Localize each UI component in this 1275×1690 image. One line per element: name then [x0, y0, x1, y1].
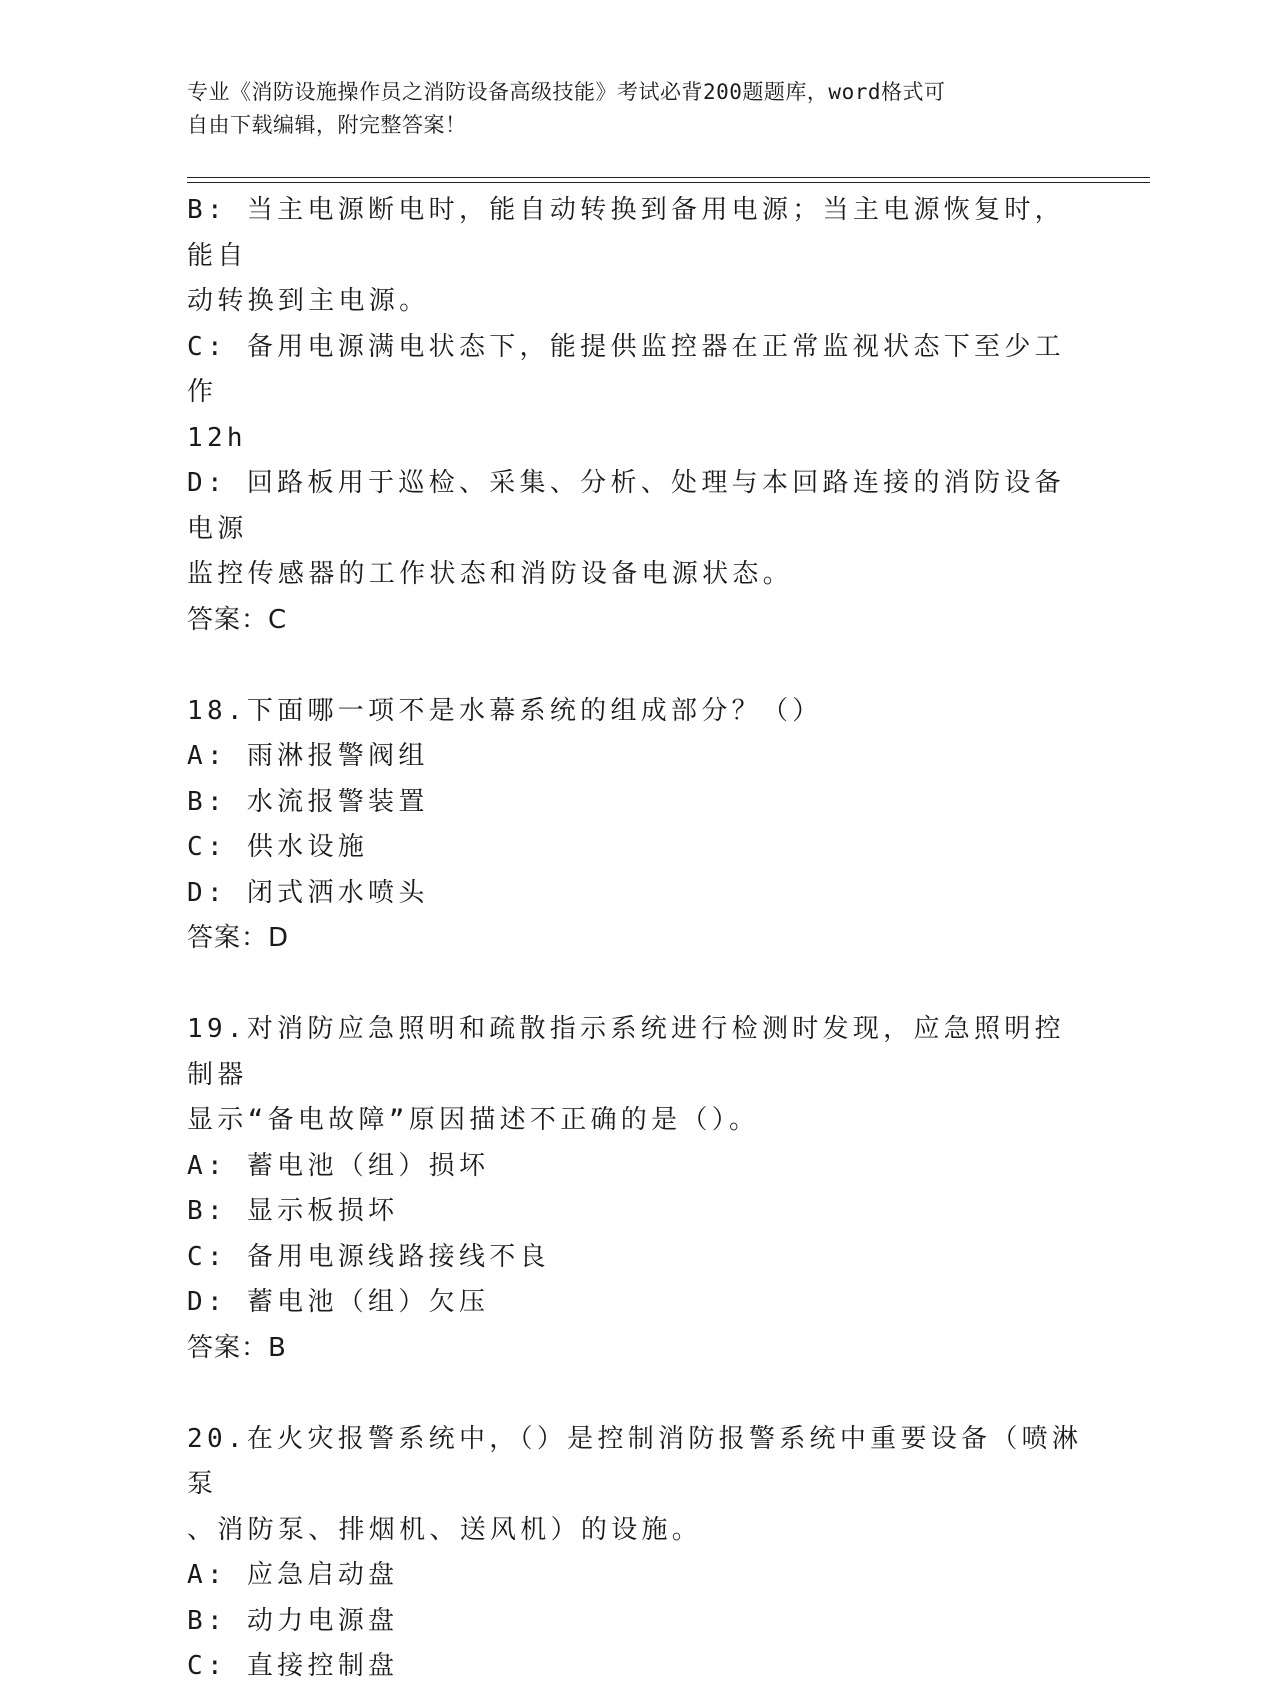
q20-option-a: A: 应急启动盘	[187, 1560, 399, 1590]
q17-option-b-line-1: B: 当主电源断电时，能自动转换到备用电源；当主电源恢复时，能自	[187, 195, 1065, 271]
q20-question-line-2: 、消防泵、排烟机、送风机）的设施。	[187, 1514, 703, 1545]
q19-option-b: B: 显示板损坏	[187, 1196, 399, 1226]
q19-question-line-1: 19.对消防应急照明和疏散指示系统进行检测时发现，应急照明控制器	[187, 1014, 1065, 1090]
q17-option-d-line-2: 监控传感器的工作状态和消防设备电源状态。	[187, 559, 794, 589]
q19-option-d: D: 蓄电池（组）欠压	[187, 1287, 490, 1317]
q19-answer: 答案：B	[187, 1332, 287, 1363]
spacer	[187, 1371, 1087, 1417]
q19-option-c: C: 备用电源线路接线不良	[187, 1241, 550, 1272]
header-line-2: 自由下载编辑，附完整答案！	[187, 113, 467, 137]
q18-question: 18.下面哪一项不是水幕系统的组成部分？（）	[187, 695, 823, 726]
header-line-1: 专业《消防设施操作员之消防设备高级技能》考试必背200题题库，word格式可	[187, 80, 946, 104]
header-divider-bottom	[187, 182, 1150, 183]
question-19	[187, 1007, 1087, 1371]
q17-option-c-line-1: C: 备用电源满电状态下，能提供监控器在正常监视状态下至少工作	[187, 331, 1065, 407]
q20-question-line-1: 20.在火灾报警系统中，（）是控制消防报警系统中重要设备（喷淋泵	[187, 1423, 1083, 1499]
q18-option-a: A: 雨淋报警阀组	[187, 741, 429, 771]
document-body	[187, 188, 1087, 1690]
header-divider-top	[187, 177, 1150, 178]
q17-option-b-line-2: 动转换到主电源。	[187, 286, 430, 316]
document-header	[187, 76, 1067, 142]
spacer	[187, 643, 1087, 689]
q18-option-d: D: 闭式洒水喷头	[187, 877, 429, 908]
question-20	[187, 1417, 1087, 1690]
q20-option-b: B: 动力电源盘	[187, 1605, 399, 1636]
q18-option-b: B: 水流报警装置	[187, 786, 429, 817]
question-17-tail	[187, 188, 1087, 643]
q18-option-c: C: 供水设施	[187, 832, 369, 862]
spacer	[187, 962, 1087, 1008]
q18-answer: 答案：D	[187, 923, 290, 953]
q19-question-line-2: 显示“备电故障”原因描述不正确的是（）。	[187, 1105, 760, 1135]
q19-option-a: A: 蓄电池（组）损坏	[187, 1150, 490, 1181]
q20-option-c: C: 直接控制盘	[187, 1651, 399, 1681]
q17-option-d-line-1: D: 回路板用于巡检、采集、分析、处理与本回路连接的消防设备电源	[187, 468, 1065, 544]
q17-answer: 答案：C	[187, 604, 288, 635]
q17-option-c-line-2: 12h	[187, 422, 247, 453]
question-18	[187, 689, 1087, 962]
